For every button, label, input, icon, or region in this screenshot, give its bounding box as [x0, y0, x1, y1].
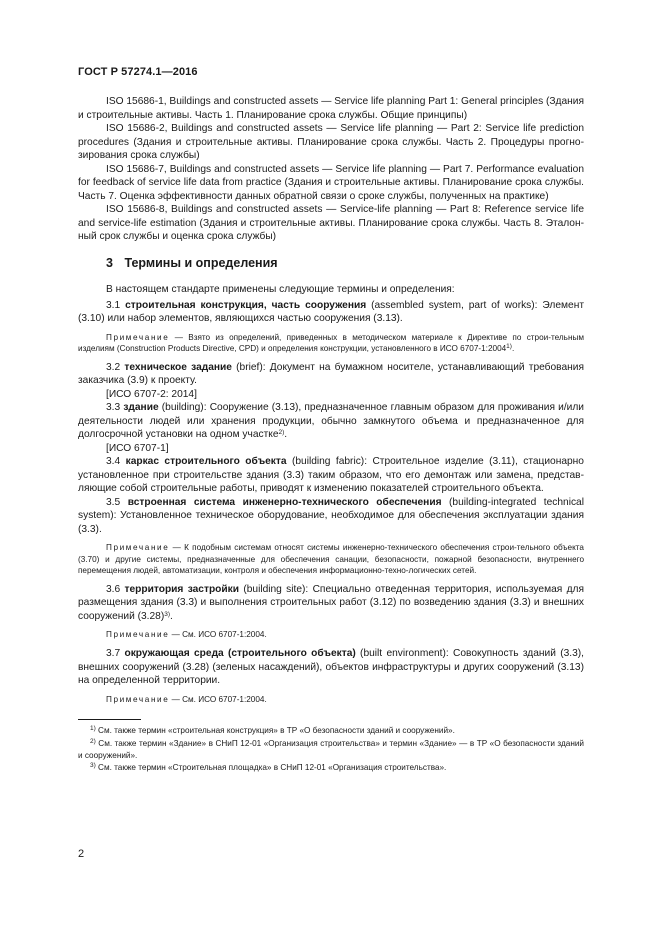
section-intro: В настоящем стандарте применены следующие термины и определения: [106, 284, 455, 295]
note-3-1 [78, 332, 584, 355]
reference-item: ISO 15686-1, Buildings and constructed assets — Service life planning Part 1: General principles (Здания и строительные активы. Часть 1. Планирование срока службы. Общие принципы) [78, 96, 584, 121]
term-definition: (brief): Документ на бумажном носителе, устанавливающий требования заказчика (3.9) к проекту. [78, 361, 584, 387]
footnote-ref: 1) [506, 343, 512, 351]
footnote [78, 725, 584, 737]
note-3-5 [78, 542, 584, 577]
note-end: . [511, 344, 515, 354]
term-3-1 [78, 299, 584, 326]
term-source: [ИСО 6707-2: 2014] [106, 388, 197, 400]
note-3-7 [78, 694, 584, 706]
footnote-mark: 1) [90, 725, 96, 733]
term-number: 3.1 [106, 299, 121, 311]
term-name: территория застройки [124, 583, 240, 595]
reference-item: ISO 15686-8, Buildings and constructed assets — Service-life planning — Part 8: Reference service life and service-life estimation (Здания и строительные активы. Планирование срока службы. Часть 8. Эталон-ный срок службы и оценка срока службы) [78, 204, 584, 242]
reference-item: ISO 15686-2, Buildings and constructed assets — Service life planning — Part 2: Service life prediction procedures (Здания и строительные активы. Планирование срока службы. Часть 2. Процедуры прогно-зирования срока службы) [78, 123, 584, 161]
term-3-7 [78, 647, 584, 688]
footnote-text: См. также термин «строительная конструкция» в ТР «О безопасности зданий и сооружений». [95, 726, 455, 736]
note-text: — См. ИСО 6707-1:2004. [169, 694, 267, 704]
note-text: — См. ИСО 6707-1:2004. [169, 630, 267, 640]
term-number: 3.3 [106, 402, 121, 414]
term-3-5 [78, 496, 584, 537]
note-label: Примечание [106, 630, 170, 640]
footnote-mark: 2) [90, 737, 96, 745]
footnote-ref: 3) [164, 610, 171, 618]
document-header: ГОСТ Р 57274.1—2016 [78, 66, 198, 78]
term-number: 3.5 [106, 496, 121, 508]
term-definition: (building fabric): Строительное изделие (3.11), стационарно установленное при строительстве здания (3.3) таким образом, что его демонтаж или замена, представ-ляющие собой строительные работы, приводят к изменению показателей строительного объекта. [78, 456, 584, 495]
term-end: . [170, 610, 173, 622]
term-3-2 [78, 361, 584, 388]
term-name: каркас строительного объекта [125, 456, 287, 468]
page-number: 2 [78, 848, 85, 860]
note-label: Примечание [106, 543, 170, 553]
footnote-text: См. также термин «Строительная площадка» в СНиП 12-01 «Организация строительства». [95, 763, 447, 773]
term-definition: (assembled system, part of works): Элемент (3.10) или набор элементов, являющихся частью сооружения (3.13). [78, 299, 584, 324]
reference-item: ISO 15686-7, Buildings and constructed assets — Service life planning — Part 7. Performance evaluation for feedback of service life data from practice (Здания и строительные активы. Планирование срока службы. Часть 7. Оценка эффективности данных обратной связи о сроке службы, полученных на практике) [78, 163, 584, 202]
term-definition: (building-integrated technical system): Установленное техническое оборудование, необходимое для обеспечения эксплуатации здания (3.3). [78, 496, 584, 535]
term-number: 3.7 [106, 648, 121, 660]
footnote-divider [78, 719, 141, 720]
term-definition: (building): Сооружение (3.13), предназначенное главным образом для проживания и/или деятельности людей или хранения продукции, обычно замкнутого объема и предназначенное для долгосрочной установки на одном участке [78, 402, 584, 441]
note-label: Примечание [106, 694, 170, 704]
term-number: 3.2 [106, 361, 121, 373]
term-number: 3.4 [106, 456, 121, 468]
section-heading [106, 257, 584, 271]
term-source: [ИСО 6707-1] [106, 442, 169, 454]
term-definition: (built environment): Совокупность зданий (3.3), внешних сооружений (3.28) (зеленых насаждений), объектов инфраструктуры и других сооружений (3.13) на определенной территории. [78, 648, 584, 687]
term-name: здание [123, 402, 159, 414]
section-number: 3 [106, 255, 113, 270]
term-name: техническое задание [124, 361, 232, 373]
term-3-4 [78, 455, 584, 496]
footnote-ref: 2) [278, 429, 285, 437]
note-text: — Взято из определений, приведенных в методическом материале к Директиве по строи-тельным изделиям (Construction Products Directive, CPD) и определения конструкции, установленного в ИСО 6707-1:2004 [78, 332, 584, 354]
term-3-3 [78, 401, 584, 442]
term-end: . [284, 429, 288, 441]
note-3-6 [78, 629, 584, 641]
footnote-text: См. также термин «Здание» в СНиП 12-01 «Организация строительства» и термин «Здание» — в ТР «О безопасности зданий и сооружений». [78, 738, 584, 760]
term-name: окружающая среда (строительного объекта) [124, 648, 356, 660]
footnote [78, 762, 584, 774]
section-title: Термины и определения [124, 255, 278, 270]
footnote-mark: 3) [90, 762, 96, 770]
page-body [78, 95, 584, 775]
term-name: встроенная система инженерно-технического обеспечения [127, 496, 442, 508]
term-number: 3.6 [106, 583, 121, 595]
note-text: — К подобным системам относят системы инженерно-технического обеспечения строи-тельного объекта (3.70) и другие системы, предназначенные для обеспечения санации, безопасности, пожарной безопасности, внутреннего перемещения людей, автоматизации, контроля и обеспечения информационно-техно-логических сетей. [78, 543, 584, 576]
term-definition: (building site): Специально отведенная территория, используемая для размещения здания (3.3) и выполнения строительных работ (3.12) по возведению здания (3.3) и внешних сооружений (3.28) [78, 583, 584, 622]
footnote [78, 738, 584, 763]
term-name: строительная конструкция, часть сооружения [125, 299, 367, 311]
term-3-6 [78, 583, 584, 624]
note-label: Примечание [106, 332, 170, 342]
